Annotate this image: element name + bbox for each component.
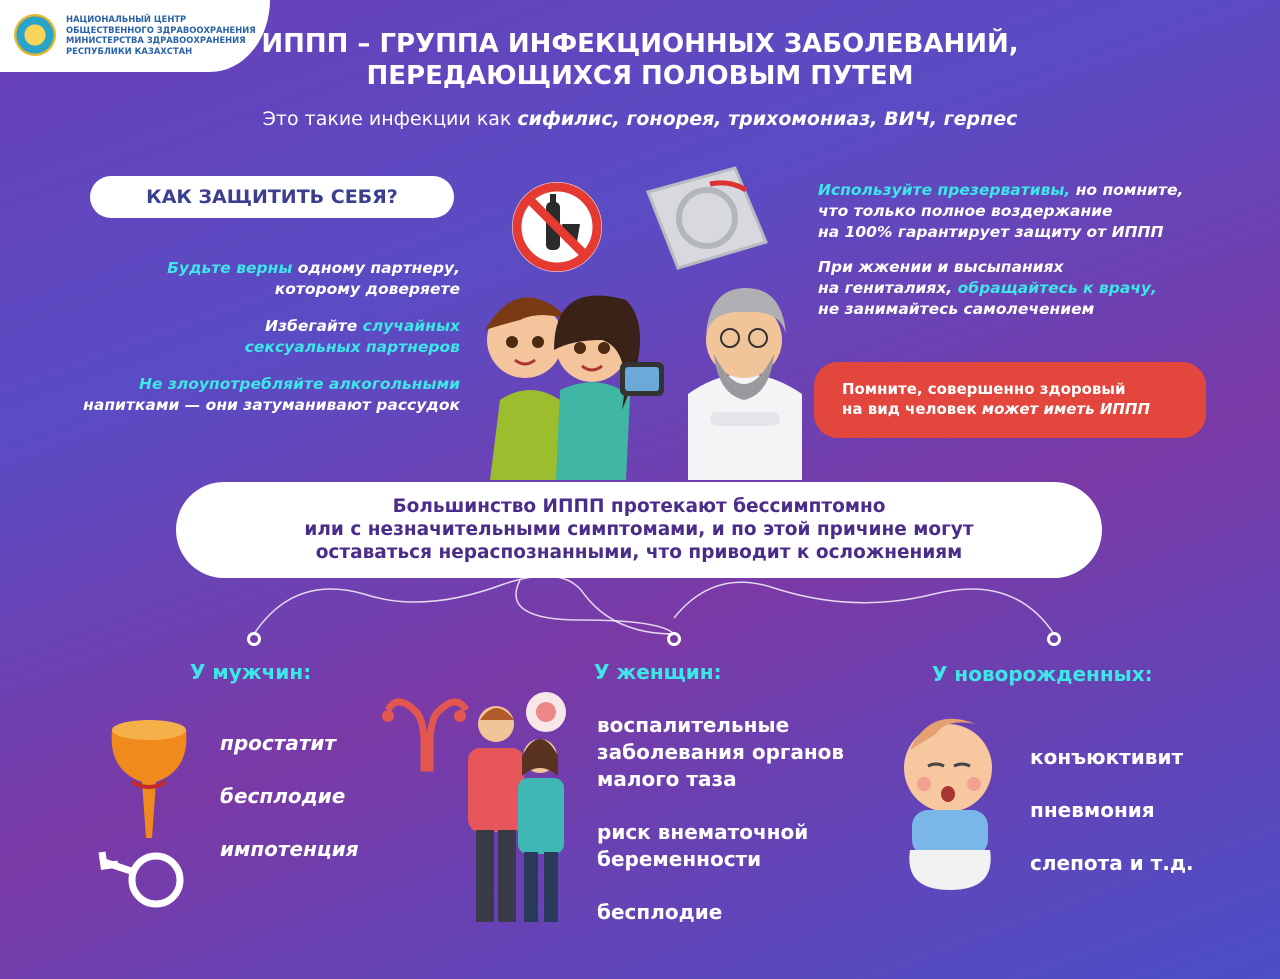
organization-name: НАЦИОНАЛЬНЫЙ ЦЕНТР ОБЩЕСТВЕННОГО ЗДРАВООХРАНЕНИЯ МИНИСТЕРСТВА ЗДРАВООХРАНЕНИЯ РЕСПУБЛИКИ КАЗАХСТАН [66,14,256,56]
male-symbol-icon [98,850,190,910]
page-title: ИППП – ГРУППА ИНФЕКЦИОННЫХ ЗАБОЛЕВАНИЙ, ПЕРЕДАЮЩИХСЯ ПОЛОВЫМ ПУТЕМ [261,29,1019,91]
connector-dot-women [667,632,681,646]
tip-alcohol: Не злоупотребляйте алкогольными напитками — они затуманивают рассудок [83,375,460,414]
list-item: бесплодие [220,784,346,808]
women-heading: У женщин: [594,660,722,684]
list-item: конъюктивит [1030,745,1184,769]
tip-see-doctor: При жжении и высыпаниях на гениталиях, обращайтесь к врачу, не занимайтесь самолечением [818,258,1157,318]
baby-illustration [902,710,1002,896]
tip-faithful: Будьте верны одному партнеру, которому доверяете [167,259,460,298]
protect-heading: КАК ЗАЩИТИТЬ СЕБЯ? [90,176,454,218]
sad-couple-illustration [460,690,580,930]
main-message: Большинство ИППП протекают бессимптомно или с незначительными симптомами, и по этой причине могут оставаться нераспознанными, что приводит к осложнениям [176,482,1102,578]
page-subtitle: Это такие инфекции как сифилис, гонорея, трихомониаз, ВИЧ, герпес [262,108,1018,130]
uterus-icon [378,690,470,772]
connector-dot-newborns [1047,632,1061,646]
list-item: воспалительные заболевания органов малого таза [597,713,845,791]
men-heading: У мужчин: [190,660,312,684]
men-complications [220,730,359,889]
women-complications [597,712,887,952]
newborns-heading: У новорожденных: [932,662,1153,686]
tip-condoms: Используйте презервативы, но помните, что только полное воздержание на 100% гарантирует защиту от ИППП [818,181,1184,241]
warning-box: Помните, совершенно здоровый на вид человек может иметь ИППП [814,362,1206,438]
list-item: бесплодие [597,900,723,924]
list-item: пневмония [1030,798,1155,822]
connector-dot-men [247,632,261,646]
list-item: риск внематочной беременности [597,820,809,871]
list-item: импотенция [220,837,359,861]
newborn-complications [1030,744,1194,903]
prostate-icon [106,710,192,840]
list-item: простатит [220,731,337,755]
list-item: слепота и т.д. [1030,851,1194,875]
tip-avoid-casual: Избегайте случайных сексуальных партнеров [244,317,460,356]
